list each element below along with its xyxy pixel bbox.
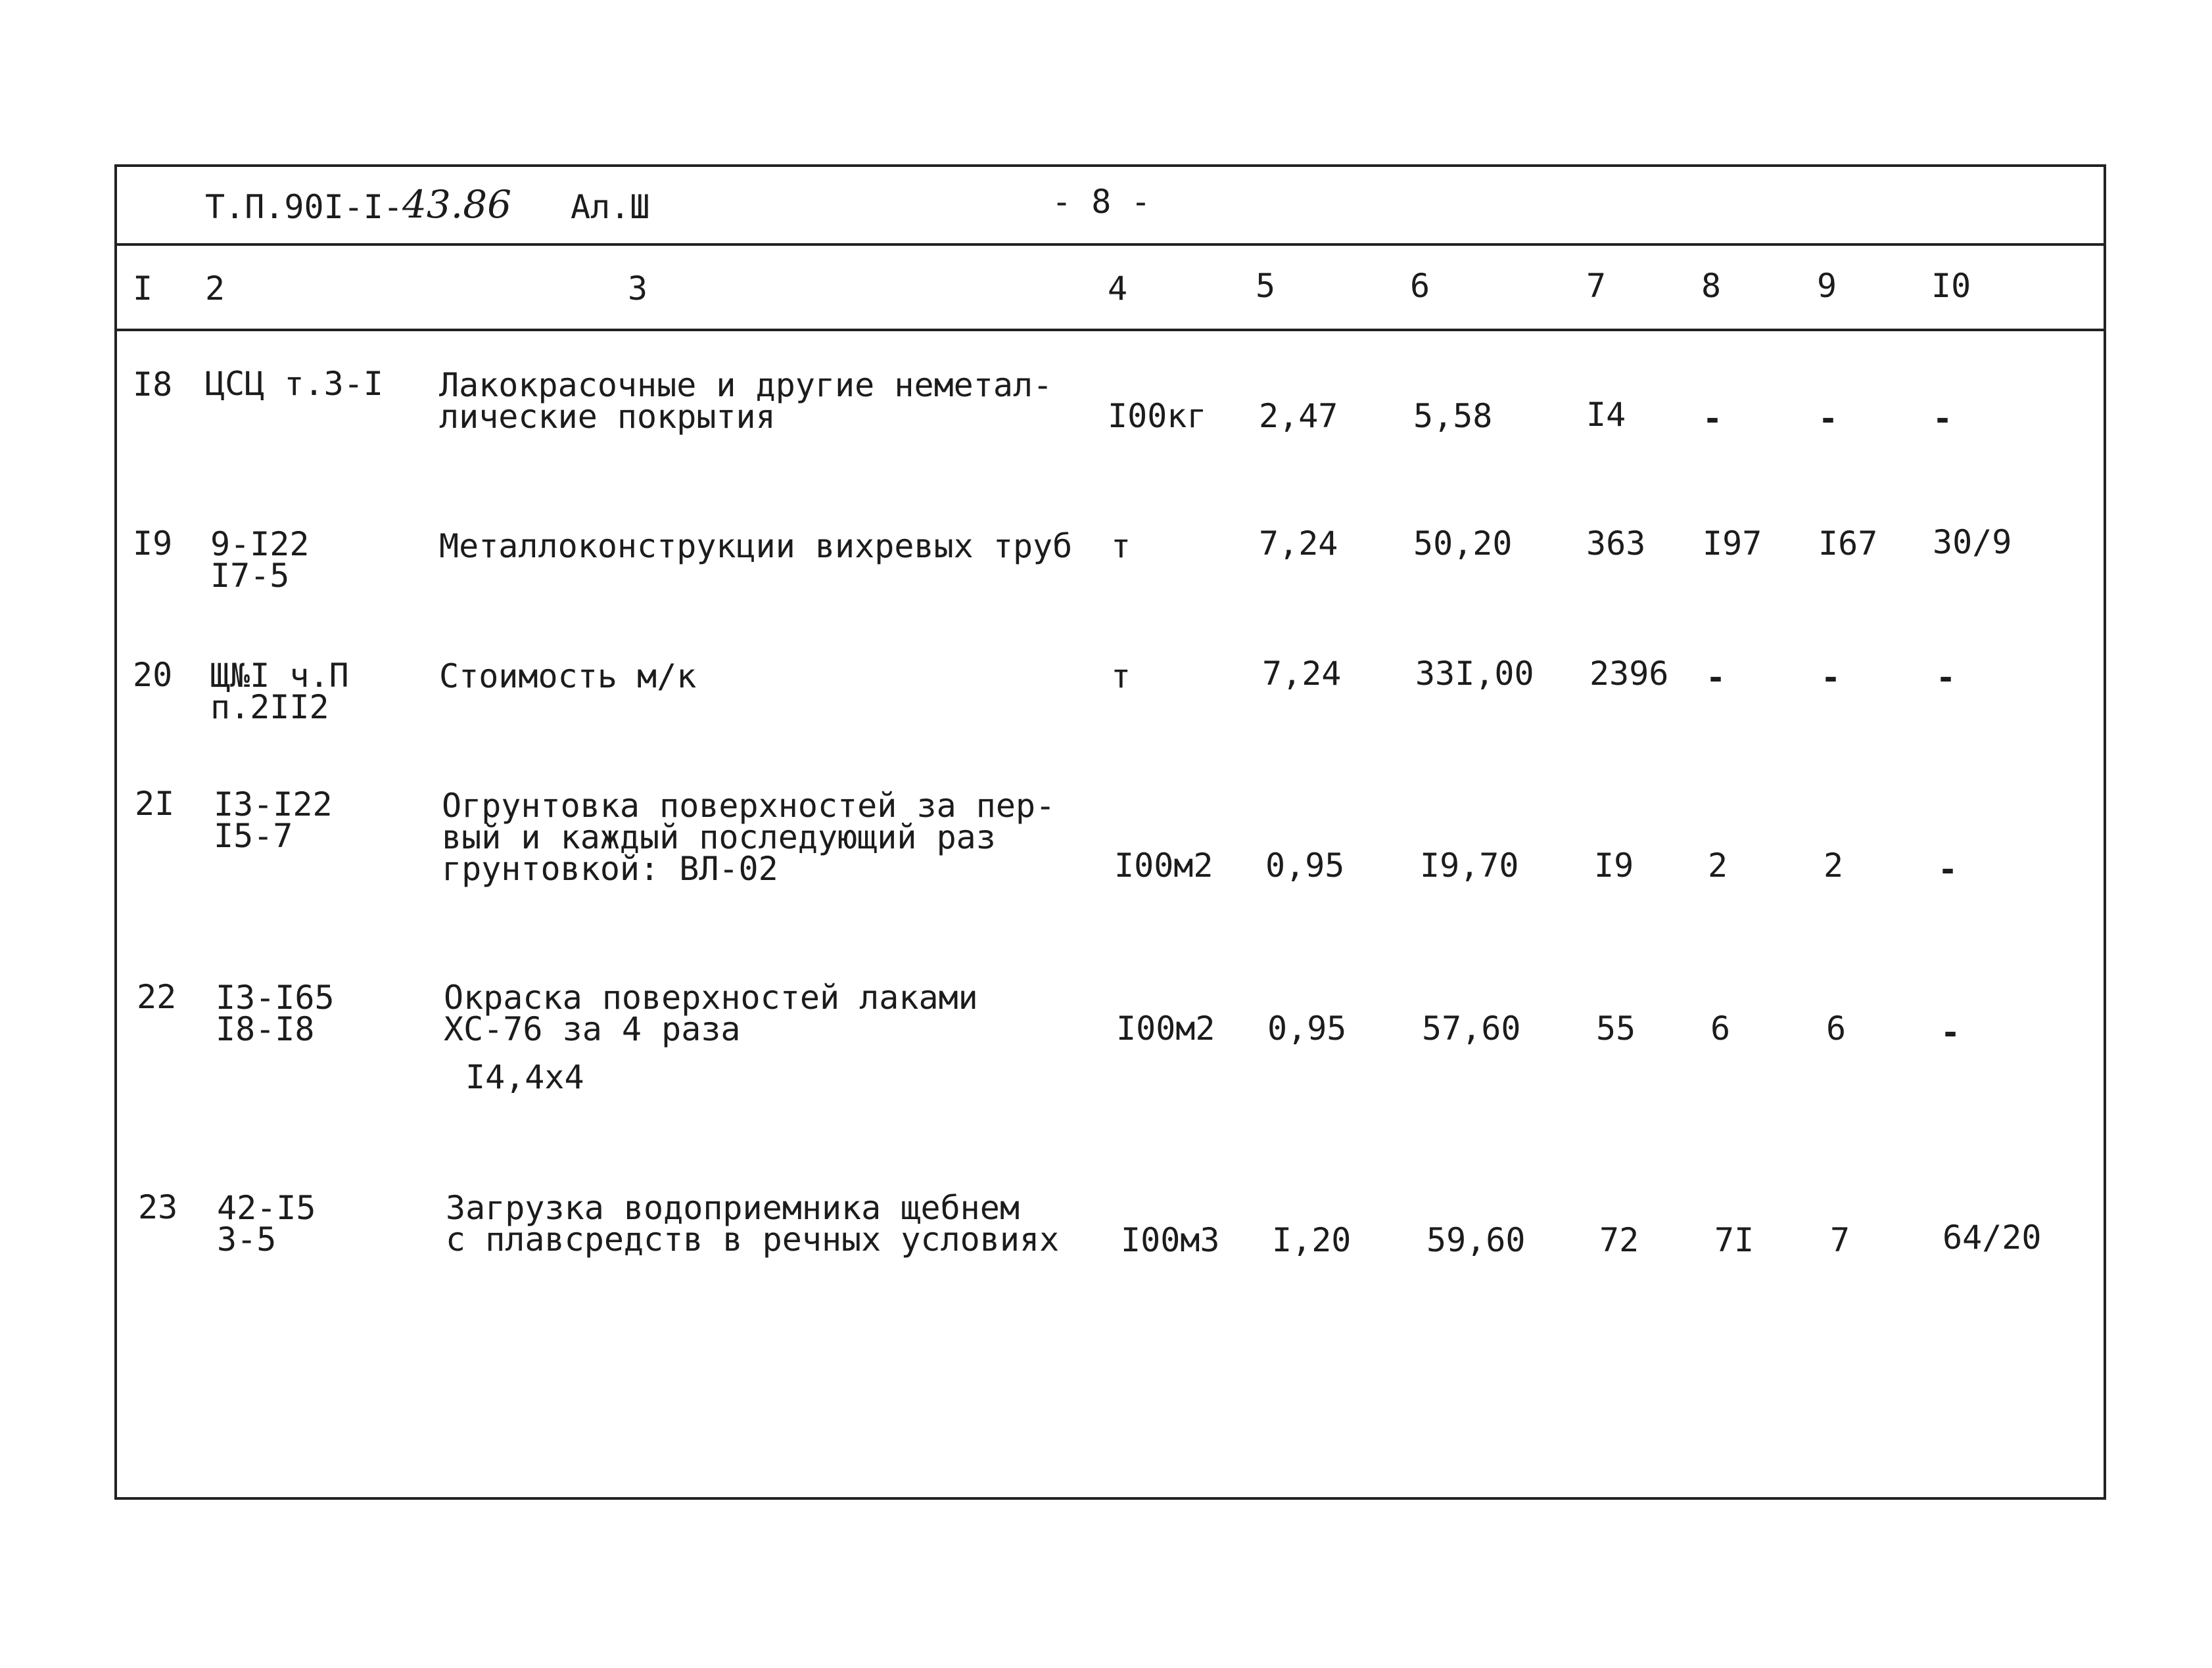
row-code: I3-I22 I5-7 xyxy=(214,785,333,855)
column-header-2: 2 xyxy=(205,269,225,308)
row-col10: - xyxy=(1936,659,1956,697)
row-col9: 2 xyxy=(1824,846,1844,885)
doc-code-prefix: Т.П.90I-I- xyxy=(205,188,404,226)
column-header-10: I0 xyxy=(1931,267,1971,305)
row-unit: т xyxy=(1111,657,1131,695)
row-code: Щ№I ч.П п.2II2 xyxy=(210,657,349,726)
document-frame xyxy=(114,164,2106,1500)
row-col6: 50,20 xyxy=(1413,524,1513,563)
row-col7: I9 xyxy=(1594,846,1634,885)
row-num: 20 xyxy=(133,656,173,694)
row-col7: 363 xyxy=(1586,524,1646,563)
row-col8: - xyxy=(1703,400,1723,438)
row-description: Загрузка водоприемника щебнем с плавсредств в речных условиях xyxy=(446,1189,1060,1259)
row-col8: 2 xyxy=(1708,846,1728,885)
column-header-6: 6 xyxy=(1410,267,1430,305)
header-divider xyxy=(114,243,2106,246)
row-num: 23 xyxy=(138,1188,178,1226)
row-unit: I00м2 xyxy=(1116,1009,1215,1048)
row-col9: I67 xyxy=(1818,524,1878,563)
row-code: 42-I5 3-5 xyxy=(217,1189,316,1259)
row-col5: 0,95 xyxy=(1267,1009,1347,1048)
row-col10: 30/9 xyxy=(1933,523,2012,561)
row-col6: 59,60 xyxy=(1426,1221,1526,1259)
row-col7: 2396 xyxy=(1589,655,1669,693)
row-col7: I4 xyxy=(1586,396,1626,434)
row-description: Окраска поверхностей лаками ХС-76 за 4 раза xyxy=(444,979,978,1048)
row-col8: I97 xyxy=(1703,524,1762,563)
row-col9: - xyxy=(1821,659,1841,697)
row-description: Металлоконструкции вихревых труб xyxy=(439,527,1073,565)
column-header-9: 9 xyxy=(1817,267,1837,305)
column-header-5: 5 xyxy=(1256,267,1276,305)
row-code: ЦСЦ т.3-I xyxy=(205,365,383,403)
row-unit: I00м2 xyxy=(1114,846,1213,885)
row-num: I8 xyxy=(133,365,173,404)
row-code: I3-I65 I8-I8 xyxy=(216,979,335,1048)
row-col8: - xyxy=(1706,659,1726,697)
row-col7: 72 xyxy=(1599,1221,1639,1259)
row-description: Лакокрасочные и другие неметал- лические покрытия xyxy=(439,366,1053,436)
row-col9: 7 xyxy=(1830,1221,1850,1259)
row-col6: I9,70 xyxy=(1420,846,1519,885)
column-header-divider xyxy=(114,329,2106,331)
row-col6: 5,58 xyxy=(1413,397,1493,435)
row-col10: - xyxy=(1941,1013,1961,1052)
column-header-4: 4 xyxy=(1108,269,1128,308)
row-unit: т xyxy=(1111,527,1131,565)
row-col9: - xyxy=(1818,400,1839,438)
row-col8: 7I xyxy=(1714,1221,1754,1259)
row-col10: 64/20 xyxy=(1942,1218,2042,1257)
row-num: 22 xyxy=(137,978,177,1016)
row-col5: 0,95 xyxy=(1265,846,1345,885)
row-unit: I00кг xyxy=(1108,397,1207,435)
row-col8: 6 xyxy=(1710,1009,1731,1048)
row-col9: 6 xyxy=(1826,1009,1847,1048)
row-note: I4,4х4 xyxy=(465,1058,584,1096)
doc-code-handwritten: 43.86 xyxy=(402,182,512,227)
row-description: Стоимость м/к xyxy=(439,657,697,695)
row-col6: 57,60 xyxy=(1422,1009,1521,1048)
row-col10: - xyxy=(1933,400,1953,438)
row-col5: I,20 xyxy=(1272,1221,1352,1259)
page-number: - 8 - xyxy=(1052,183,1151,221)
column-header-3: 3 xyxy=(628,269,648,308)
row-num: I9 xyxy=(133,524,173,563)
row-col5: 7,24 xyxy=(1259,524,1338,563)
column-header-1: I xyxy=(133,269,153,308)
column-header-7: 7 xyxy=(1586,267,1607,305)
row-col7: 55 xyxy=(1596,1009,1636,1048)
album-label: Ал.Ш xyxy=(571,188,650,226)
row-col10: - xyxy=(1938,850,1958,889)
row-col6: 33I,00 xyxy=(1415,655,1534,693)
row-col5: 7,24 xyxy=(1262,655,1342,693)
row-col5: 2,47 xyxy=(1259,397,1338,435)
column-header-8: 8 xyxy=(1701,267,1722,305)
row-unit: I00м3 xyxy=(1121,1221,1220,1259)
row-num: 2I xyxy=(135,785,175,823)
row-code: 9-I22 I7-5 xyxy=(210,525,310,595)
row-description: Огрунтовка поверхностей за пер- вый и каждый последующий раз грунтовкой: ВЛ-02 xyxy=(442,787,1056,888)
